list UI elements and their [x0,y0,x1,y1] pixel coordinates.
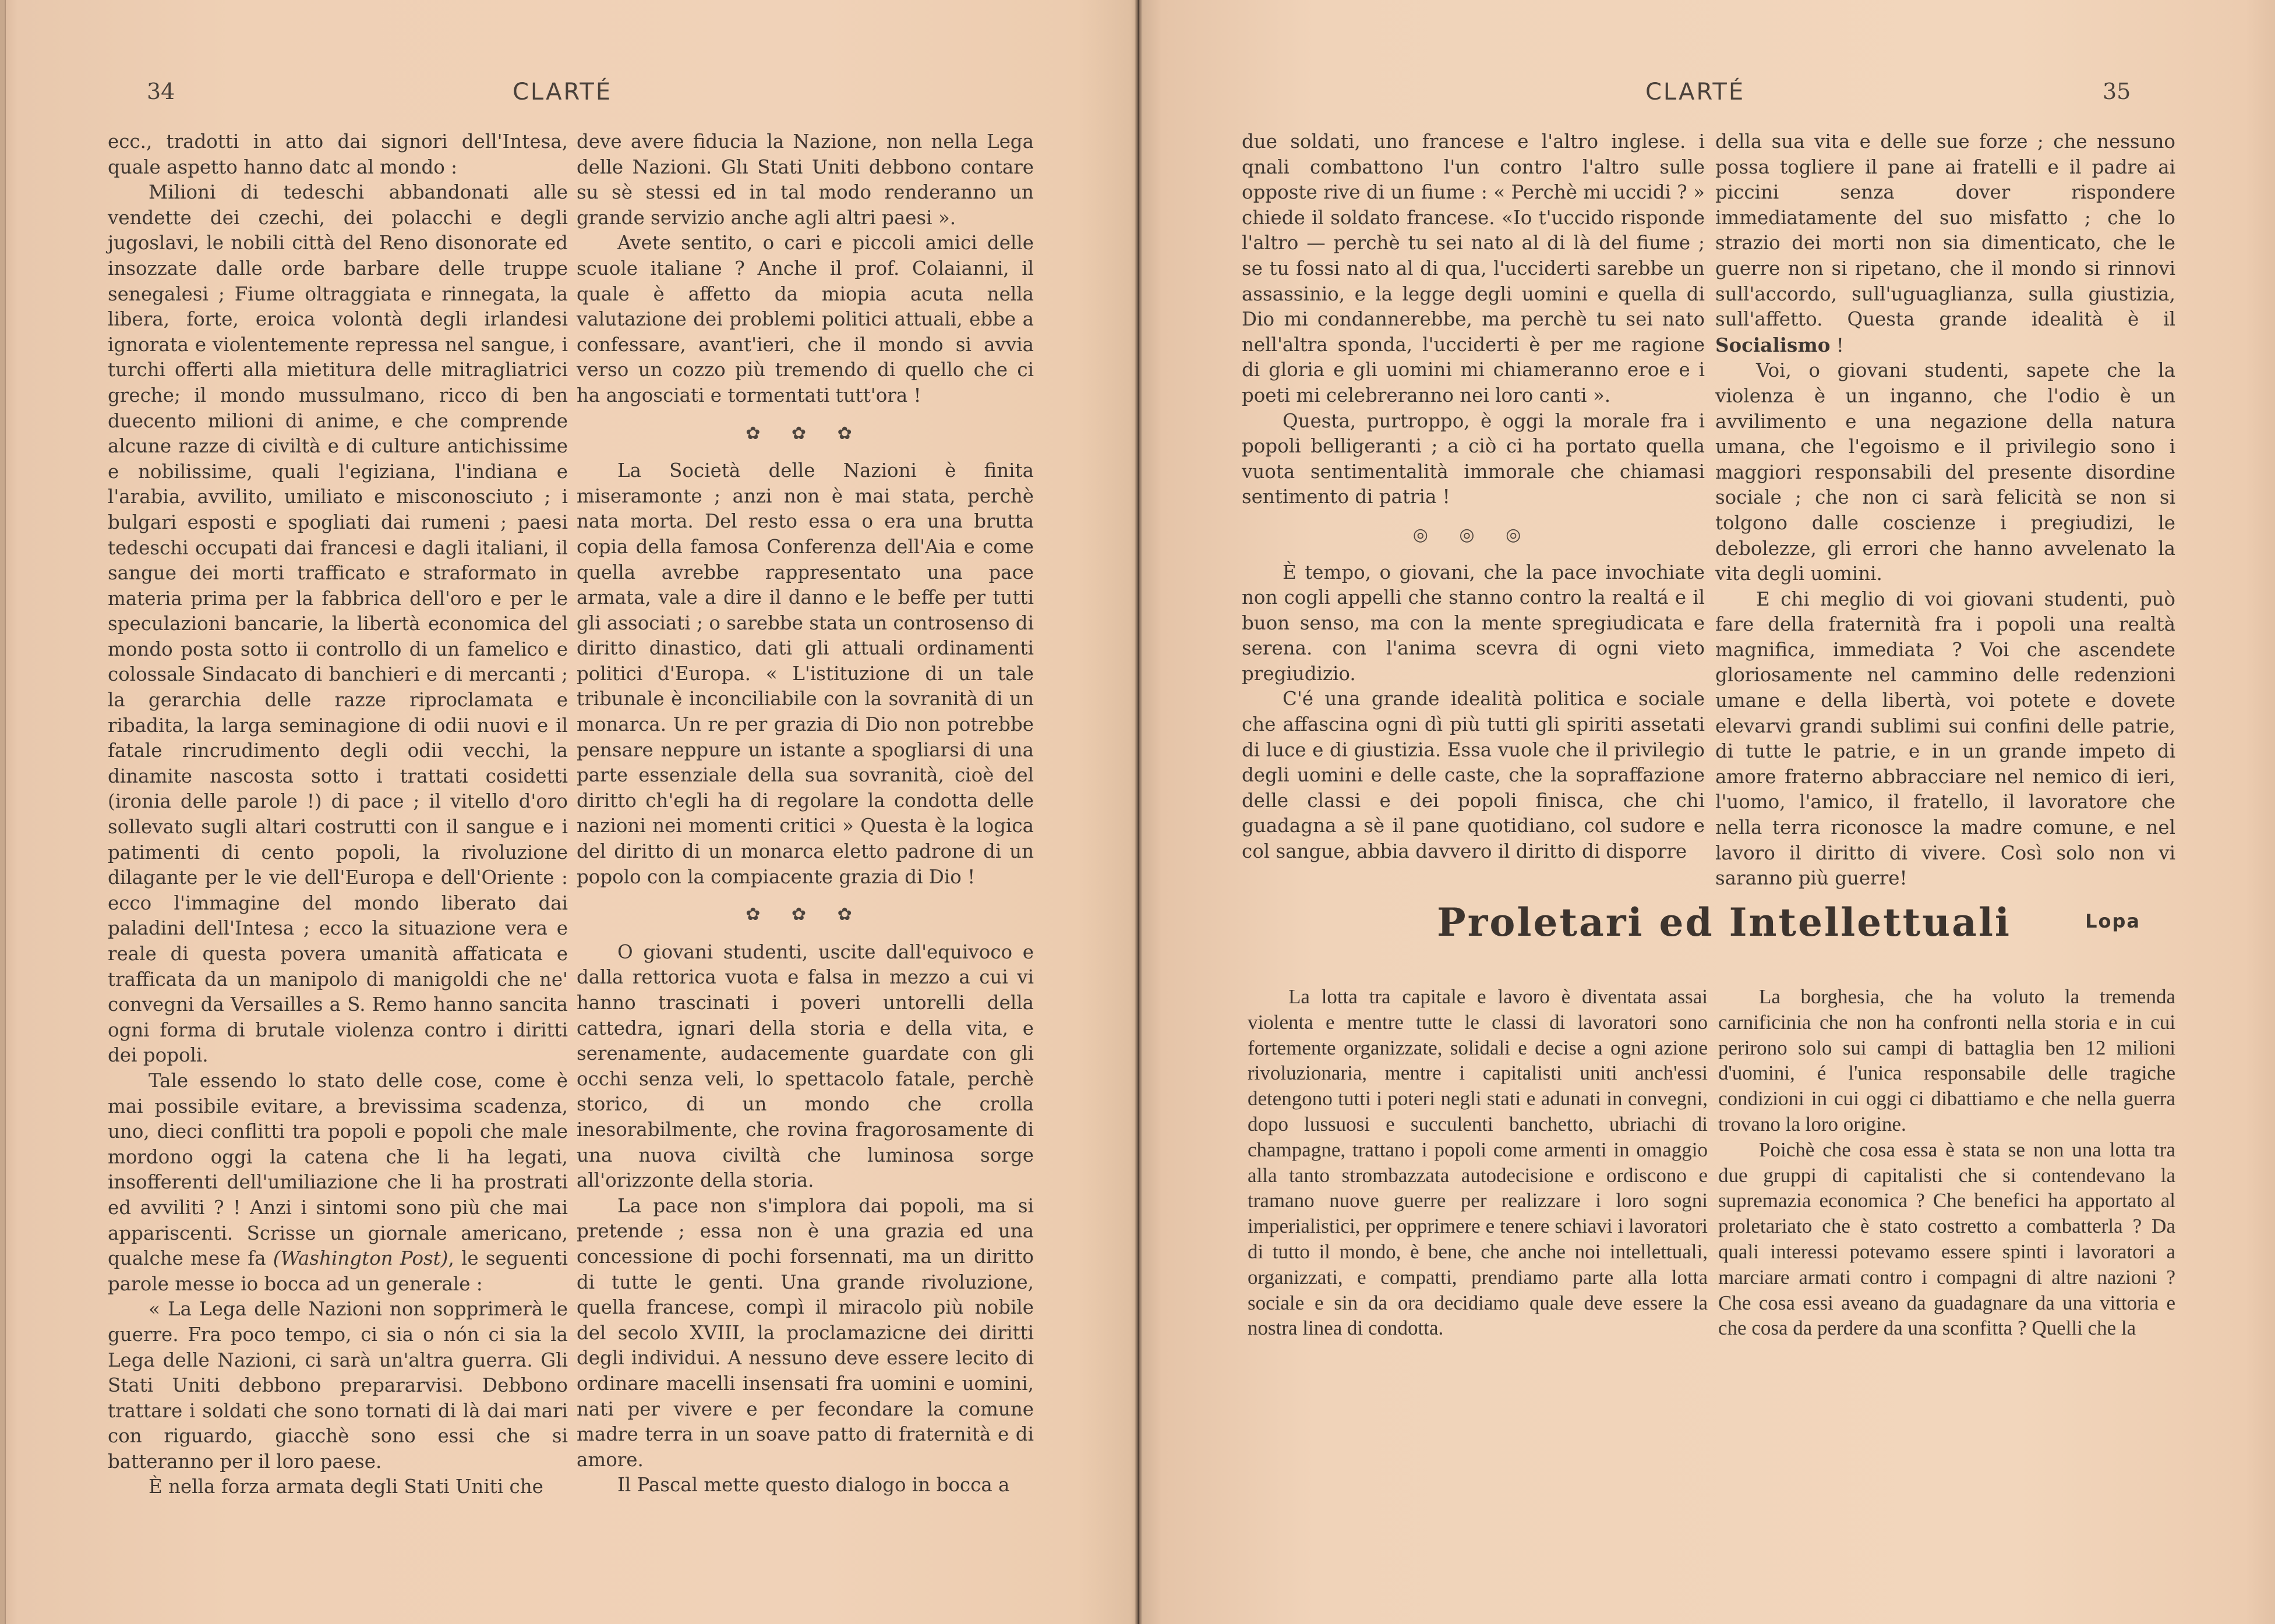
book-edge [0,0,6,1624]
ornament-circles: ◎ ◎ ◎ [1412,524,1534,545]
ornament-flowers: ✿ ✿ ✿ [746,423,865,444]
paragraph: Voi, o giovani studenti, sapete che la violenza è un inganno, che l'odio è un avvilimento e una negazione della natura umana, che l'egoismo e il privilegio sono i maggiori responsabili del presente disordine sociale ; che non ci sarà felicità se non si tolgono dalle coscienze i pregiudizi, le debolezze, gli errori che hanno avvelenato la vita degli uomini. [1715,359,2175,585]
running-title-right: CLARTÉ [1645,79,1746,105]
paragraph: deve avere fiducia la Nazione, non nella Lega delle Nazioni. Glı Stati Uniti debbono contare su sè stessi ed in tal modo renderanno un grande servizio anche agli altri paesi ». [577,130,1034,229]
paragraph: Milioni di tedeschi abbandonati alle vendette dei czechi, dei polacchi e degli jugoslavi, le nobili città del Reno disonorate ed insozzate dalle orde barbare delle truppe senegalesi ; Fiume oltraggiata e rinnegata, la libera, forte, eroica volontà degli irlandesi ignorata e violentemente repressa nel sangue, i turchi offerti alla mietitura delle mitragliatrici greche; il mondo mussulmano, ricco di ben duecento milioni di anime, e che comprende alcune razze di civiltà e di culture antichissime e nobilissime, quali l'egiziana, l'indiana e l'arabia, avvilito, umiliato e misconosciuto ; i bulgari esposti e spogliati dai rumeni ; paesi tedeschi occupati dai francesi e dagli italiani, il sangue dei morti trafficato e straformato in materia prima per la fabbrica dell'oro e per le speculazioni bancarie, la libertà economica del mondo posta sotto ii controllo di un famelico e colossale Sindacato di banchieri e di mercanti ; la gerarchia delle razze riproclamata e ribadita, la larga seminagione di odii nuovi e il fatale rincrudimento degli odii vecchi, la dinamite nascosta sotto i trattati cosidetti (ironia delle parole !) di pace ; il vitello d'oro sollevato sugli altari costrutti con il sangue e i patimenti di cento popoli, la rivoluzione dilagante per le vie dell'Europa e dell'Oriente : ecco l'immagine del mondo liberato dai paladini dell'Intesa ; ecco la situazione vera e reale di questa povera umanità affaticata e trafficata da un manipolo di manigoldi che ne' convegni da Versailles a S. Remo hanno sancita ogni forma di brutale violenza contro i diritti dei popoli. [108,181,568,1067]
emphasis-socialismo: Socialismo [1715,333,1831,356]
paragraph: La Società delle Nazioni è finita miseramonte ; anzi non è mai stata, perchè nata morta. Del resto essa o era una brutta copia della famosa Conferenza dell'Aia e come quella avrebbe rappresentato una pace armata, vale a dire il danno e le beffe per tutti gli associati ; o sarebbe stata un controsenso di diritto dinastico, dati gli attuali ordinamenti politici d'Europa. « L'istituzione di un tale tribunale è inconciliabile con la sovranità di un monarca. Un re per grazia di Dio non potrebbe pensare neppure un istante a spogliarsi di una parte essenziale della sua sovranità, cioè del diritto ch'egli ha di regolare la condotta delle nazioni nei momenti critici » Questa è la logica del diritto di un monarca eletto padrone di un popolo con la compiacente grazia di Dio ! [577,459,1034,888]
paragraph: O giovani studenti, uscite dall'equivoco e dalla rettorica vuota e falsa in mezzo a cui vi hanno trascinati i poveri untorelli della cattedra, ignari della storia e della vita, e serenamente, audacemente guardate con gli occhi senza veli, lo spettacolo fatale, perchè storico, di un mondo che crolla inesorabilmente, che rovina fragorosamente di una nuova civiltà che luminosa sorge all'orizzonte della storia. [577,940,1034,1192]
paragraph: È nella forza armata degli Stati Uniti che [149,1476,543,1498]
article-title: Proletari ed Intellettuali [1436,900,2011,945]
quotation: « La Lega delle Nazioni non sopprimerà le guerre. Fra poco tempo, ci sia o nón ci sia la Lega delle Nazioni, ci sarà un'altra guerra. Gli Stati Uniti debbono prepararvisi. Debbono trattare i soldati che sono tornati di là dai mari con riguardo, giacchè sono essi che si batteranno per il loro paese. [108,1298,568,1473]
ornament-flowers: ✿ ✿ ✿ [746,904,865,925]
paragraph: C'é una grande idealità politica e sociale che affascina ogni dì più tutti gli spiriti assetati di luce e di giustizia. Essa vuole che il privilegio degli uomini e delle caste, che la sopraffazione delle classi e dei popoli finisca, che chi guadagna a sè il pane quotidiano, col sudore e col sangue, abbia davvero il diritto di disporre [1242,688,1705,863]
article-column-1 [1248,984,1708,1341]
running-title-left: CLARTÉ [513,79,613,105]
column-34-2 [577,129,1034,1498]
right-page [1139,0,2275,1624]
paragraph: ecc., tradotti in atto dai signori dell'Intesa, quale aspetto hanno datc al mondo : [108,130,568,178]
paragraph [1715,129,2175,358]
paragraph-text: ! [1830,334,1844,356]
paragraph [108,1068,568,1297]
paragraph: La borghesia, che ha voluto la tremenda carnificinia che non ha confronti nella storia e in cui perirono solo sui campi di battaglia ben 12 milioni d'uomini, é l'unica responsabile delle tragiche condizioni in cui oggi ci dibattiamo e che nella guerra trovano la loro origine. [1718,985,2175,1135]
paragraph: La pace non s'implora dai popoli, ma si pretende ; essa non è una grazia ed una concessione di pochi forsennati, ma un diritto di tutte le genti. Una grande rivoluzione, quella francese, compì il miracolo più nobile del secolo XVIII, la proclamazicne dei diritti degli individui. A nessuno deve essere lecito di ordinare macelli insensati fra uomini e uomini, nati per vivere e per fecondare la comune madre terra in un soave patto di fraternità e di amore. [577,1194,1034,1471]
paragraph: E chi meglio di voi giovani studenti, può fare della fraternità fra i popoli una realtà magnifica, immediata ? Voi che ascendete gloriosamente nel cammino delle redenzioni umane e della libertà, voi potete e dovete elevarvi grandi sublimi sui confini delle patrie, di tutte le patrie, e in un grande impeto di amore fraterno abbracciare nel nemico di ieri, l'uomo, l'amico, il fratello, il lavoratore che nella terra riconosce la madre comune, e nel lavoro il diritto di vivere. Così solo non vi saranno più guerre! [1715,588,2175,890]
book-gutter [1135,0,1143,1624]
column-35-1 [1242,129,1705,865]
paragraph: È tempo, o giovani, che la pace invochiate non cogli appelli che stanno contro la realtá e il buon senso, ma con la mente spregiudicata e serena. con l'anima scevra di ogni vieto pregiudizio. [1242,561,1705,685]
page-number-left: 34 [147,79,175,104]
paragraph-text: , le seguenti parole messe io bocca ad un generale : [108,1247,568,1295]
paragraph: La lotta tra capitale e lavoro è diventata assai violenta e mentre tutte le classi di lavoratori sono fortemente organizzate, solidali e decise a ogni azione rivoluzionaria, mentre i capitalisti uniti anch'essi detengono tutti i poteri negli stati e adunati in convegni, dopo lussuosi e succulenti banchetto, ubriachi di champagne, trattano i popoli come armenti in omaggio alla tanto strombazzata autodecisione e ordiscono e tramano nuove guerre per realizzare i loro sogni imperialistici, per opprimere e tenere schiavi i lavoratori di tutto il mondo, è bene, che anche noi intellettuali, organizzati, e compatti, prendiamo parte alla lotta sociale e sin da ora decidiamo quale deve essere la nostra linea di condotta. [1248,985,1708,1340]
column-35-2 [1715,129,2175,934]
paragraph: Il Pascal mette questo dialogo in bocca a [617,1474,1010,1496]
paragraph-text: della sua vita e delle sue forze ; che nessuno possa togliere il pane ai fratelli e il padre ai piccini senza dover rispondere immediatamente del suo misfatto ; che lo strazio dei morti non sia dimenticato, che le guerre non si ripetano, che il mondo si rinnovi sull'accordo, sull'uguaglianza, sulla giustizia, sull'affetto. Questa grande idealità è il [1715,130,2175,331]
author-signature: Lopa [2085,910,2140,932]
article-column-2 [1718,984,2175,1341]
paragraph: Questa, purtroppo, è oggi la morale fra i popoli belligeranti ; a ciò ci ha portato quella vuota sentimentalità immorale che chiamasi sentimento di patria ! [1242,409,1705,508]
paragraph: due soldati, uno francese e l'altro inglese. i qnali combattono l'un contro l'altro sulle opposte rive di un fiume : « Perchè mi uccidi ? » chiede il soldato francese. «Io t'uccido risponde l'altro — perchè tu sei nato al di là del fiume ; se tu fossi nato al di qua, l'ucciderti sarebbe un assassinio, e la legge degli uomini e quella di Dio mi condannerebbe, ma perchè tu sei nato nell'altra sponda, l'ucciderti è per me ragione di gloria e gli uomini mi chiameranno eroe e i poeti mi celebreranno nei loro canti ». [1242,130,1705,406]
paragraph: Avete sentito, o cari e piccoli amici delle scuole italiane ? Anche il prof. Colaianni, il quale è affetto da miopia acuta nella valutazione dei problemi politici attuali, ebbe a confessare, avant'ieri, che il mondo si avvia verso un cozzo più tremendo di quello che ci ha angosciati e tormentati tutt'ora ! [577,232,1034,406]
column-34-1 [108,129,568,1500]
paragraph-text: Tale essendo lo stato delle cose, come è mai possibile evitare, a brevissima scadenza, uno, dieci conflitti tra popoli e popoli che male mordono oggi la catena che li ha legati, insofferenti dell'umiliazione che li ha prostrati ed avviliti ? ! Anzi i sintomi sono più che mai appariscenti. Scrisse un giornale americano, qualche mese fa [108,1069,568,1270]
paragraph: Poichè che cosa essa è stata se non una lotta tra due gruppi di capitalisti che si contendevano la supremazia economica ? Che benefici ha apportato al proletariato che è stato costretto a combatterla ? Da quali interessi potevamo essere spinti i lavoratori a marciare armati contro i compagni di altre nazioni ? Che cosa essi aveano da guadagnare da una vittoria e che cosa da perdere da una sconfitta ? Quelli che la [1718,1138,2175,1340]
page-number-right: 35 [2103,79,2131,104]
citation-washington-post: (Washington Post) [273,1247,448,1270]
